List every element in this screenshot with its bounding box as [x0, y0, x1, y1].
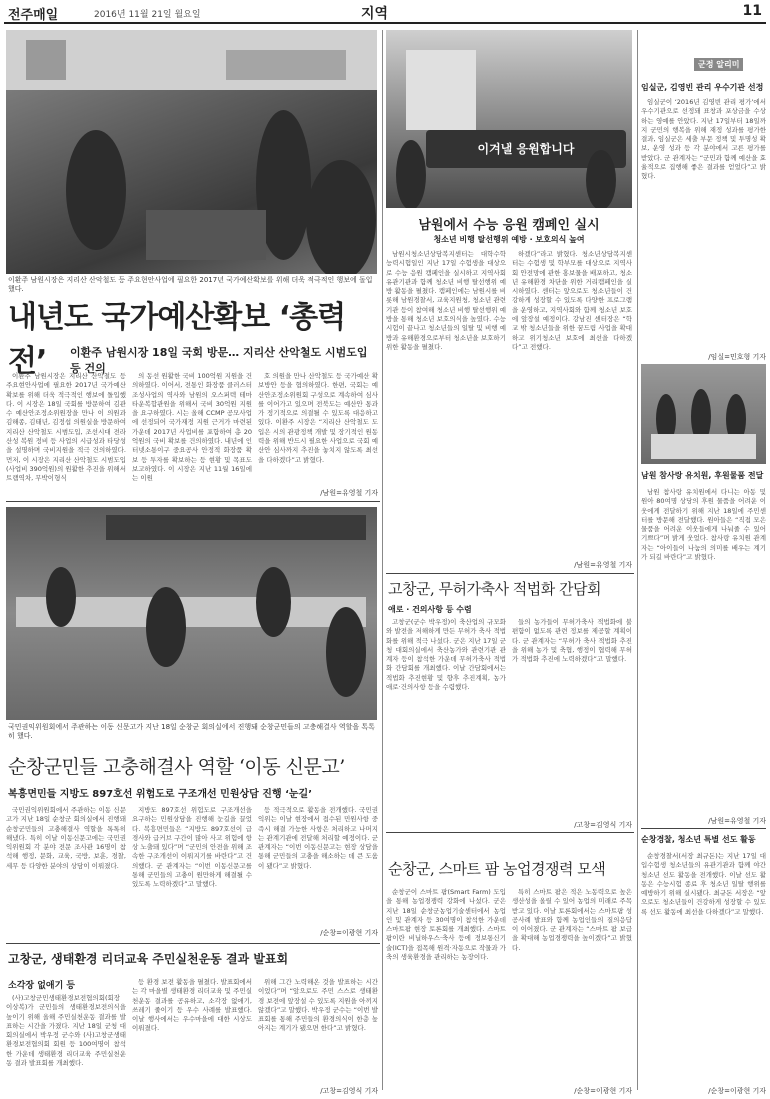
article4-headline: 고창군, 무허가축사 적법화 간담회 [388, 580, 601, 598]
article5-byline: /순창=이광현 기자 [574, 1087, 632, 1095]
sidebar-a2-body: 남원 참사랑 유치원에서 다니는 아동 및 원아 80여명 상당의 후원 물품을 어려운 이웃에게 전달하기 위해 지난 18일에 주민센터를 방문해 전달했다. 원아들은 “직접 모은 물품을 어려운 이웃들에게 나눠줄 수 있어 기쁘다”며 밝게 웃었다. 참사랑 유치원 관계자는 “아이들이 나눔의 의미를 배우는 계기가 되길 바란다”고 밝혔다. [641, 488, 766, 562]
article3-col3: 등 적극적으로 활동을 전개했다. 국민권익위는 이날 현장에서 접수된 민원사항 중 즉시 해결 가능한 사항은 처리하고 나머지는 관계기관에 전달해 처리할 예정이다. 군 관계자는 “이번 이동신문고는 현장 상담을 통해 군민들의 고충을 해소하는 데 큰 도움이 됐다”고 밝혔다. [258, 806, 378, 870]
sidebar-a3-byline: /순창=이광현 기자 [708, 1087, 766, 1095]
sidebar-a3-headline: 순창경찰, 청소년 특별 선도 활동 [641, 835, 756, 844]
article1-col1: 이환주 남원시장은 지리산 산악철도 등 주요현안사업에 필요한 2017년 국가예산확보를 위해 더욱 적극적인 행보에 돌입했다. 이 시장은 18일 국회를 방문하여 김관수 예산안조정소위원장을 만나 이 의원과 김해종, 김태년, 김정섭 의원실을 방문하여 지리산 산악철도 시범도입, 조선시대 전라산성 복원 정비 등 사업의 시급성과 타당성을 설명하며 국비지원을 적극 건의하였다. 먼저, 이 시장은 지리산 산악철도 시범도입(사업비 390억원)의 원활한 추진을 위해서 트램역차, 무박이형식 [6, 372, 126, 483]
article6-byline: /고창=김영식 기자 [320, 1087, 378, 1095]
article1-photo [6, 30, 377, 274]
article3-col2: 지방도 897호선 위험도로 구조개선을 요구하는 민원상담을 진행해 눈길을 끌었다. 복흥면민들은 “지방도 897호선이 급경사와 급커브 구간이 많아 사고 위험에 항상 노출돼 있다”며 “군민의 안전을 위해 조속한 구조개선이 이뤄지기를 바란다”고 건의했다. 군 관계자는 “이번 이동신문고를 통해 군민들의 고충이 원만하게 해결될 수 있도록 노력하겠다”고 말했다. [132, 806, 252, 889]
divider [6, 943, 380, 944]
article3-col1: 국민권익위원회에서 주관하는 이동 신문고가 지난 18일 순창군 회의실에서 진행돼 순창군민들의 고충해결사 역할을 톡톡히 해냈다. 특히 이날 이동신문고에는 국민권익위원회 각 분야 전문 조사관 16명이 참석해 행정, 문화, 교육, 국방, 보훈, 경찰, 세무 등 다양한 분야의 상담이 이뤄졌다. [6, 806, 126, 870]
article2-col1: 남원시청소년상담복지센터는 대학수학능력시험일인 지난 17일 수험생을 대상으로 수능 응원 캠페인을 실시하고 지역사회 유관기관과 함께 청소년 비행 탈선행위 예방 활동을 펼쳤다. 캠페인에는 남원시를 비롯해 남원경찰서, 교육지원청, 청소년 관련기관 등이 참여해 청소년 비행 탈선행위 예방을 통해 청소년 보호의식을 높였다. 수능시험이 끝나고 청소년들의 일탈 및 비행 예방과 유해환경으로부터 청소년을 보호하기 위한 활동을 펼쳤다. [386, 250, 506, 351]
sidebar-a3-body: 순창경찰서(서장 최규돈)는 지난 17일 대입수험생 청소년들의 유관기관과 함께 야간 청소년 선도 활동을 전개했다. 이날 선도 활동은 수능시험 종료 후 청소년 일탈 행위를 예방하기 위해 실시됐다. 최규돈 서장은 “앞으로도 청소년들이 건강하게 성장할 수 있도록 선도 활동에 최선을 다하겠다”고 말했다. [641, 852, 766, 916]
article2-col2: 하겠다”라고 밝혔다. 청소년상담복지센터는 수험생 및 학부모를 대상으로 지역사회 안전망에 관한 홍보물을 배포하고, 청소년 유해환경 차단을 위한 거리캠페인을 실시하였다. 센터는 앞으로도 청소년들이 건강하게 성장할 수 있도록 다양한 프로그램을 운영하고, 지역사회와 함께 청소년 보호에 앞장설 예정이다. 강남진 센터장은 “학교 밖 청소년들을 위한 꿈드림 사업을 확대하고 위기청소년 보호에 최선을 다하겠다”고 전했다. [512, 250, 632, 351]
divider [386, 832, 634, 833]
sidebar-photo [641, 364, 766, 464]
article5-col1: 순창군이 스마트 팜(Smart Farm) 도입을 통해 농업경쟁력 강화에 나섰다. 군은 지난 18일 순창군농업기술센터에서 농업인 및 관계자 등 30여명이 참석한 가운데 스마트팜 현장 토론회를 개최했다. 스마트팜이란 비닐하우스·축사 등에 정보통신기술(ICT)을 접목해 원격·자동으로 작물과 가축의 생육환경을 관리하는 농장이다. [386, 888, 506, 962]
article6-col1: (사)고창군민생태환경보전협의회(회장 이상복)가 군민들의 생태환경보전의식을 높이기 위해 올해 주민실천운동 결과를 발표하는 시간을 가졌다. 지난 18일 군청 대회의실에서 박우정 군수와 (사)고창군생태환경보전협의회 회원 등 100여명이 참석한 가운데 생태환경 리더교육 주민실천운동 결과 발표회를 개최했다. [6, 994, 126, 1068]
section-title: 지역 [361, 6, 389, 22]
article3-headline: 순창군민들 고충해결사 역할 ‘이동 신문고’ [8, 756, 345, 778]
article1-col3: 호 의원을 만나 산악철도 등 국가예산 확보방안 등을 협의하였다. 한편, 국회는 예산안조정소위원회 구성으로 계속하여 심사를 이어가고 있으며 전북도는 예산안 통과가 정기적으로 의결될 수 있도록 대응하고 있다. 이환주 시장은 “지리산 산악철도 도입은 시의 관광정책 개발 및 장기적인 원동력을 위해 반드시 필요한 사업으로 국회 예산안 심사까지 추진을 놓치지 않도록 최선을 다하겠다”고 밝혔다. [258, 372, 378, 464]
article1-headline: 내년도 국가예산확보 ‘총력전’ [8, 300, 346, 379]
article4-subhead: 애로 · 건의사항 등 수렴 [388, 605, 472, 614]
divider [6, 501, 380, 502]
column-divider [637, 30, 638, 1090]
article1-subhead: 이환주 남원시장 18일 국회 방문… 지리산 산악철도 시범도입 등 건의 [70, 346, 368, 375]
issue-date: 2016년 11월 21일 월요일 [94, 10, 201, 20]
article3-subhead: 복흥면민들 지방도 897호선 위험도로 구조개선 민원상담 진행 ‘눈길’ [8, 789, 313, 800]
divider [641, 828, 766, 829]
page-header [4, 2, 766, 24]
campaign-banner-text: 이겨낼 응원합니다 [477, 142, 575, 156]
article2-photo [386, 30, 632, 208]
article6-col2: 등 환경 보전 활동을 펼쳤다. 발표회에서는 각 마을별 생태환경 리더교육 및 주민실천운동 결과를 공유하고, 소각장 없애기, 쓰레기 줄이기 등 우수 사례를 발표했다. 이날 행사에서는 우수마을에 대한 시상도 이뤄졌다. [132, 978, 252, 1033]
column-divider [382, 30, 383, 1090]
article4-byline: /고창=김영식 기자 [574, 821, 632, 829]
article2-headline: 남원에서 수능 응원 캠페인 실시 [418, 218, 600, 233]
article4-col2: 들의 농가들이 무허가축사 적법화에 불편함이 없도록 관련 정보를 제공할 계획이다. 군 관계자는 “무허가 축사 적법화 추진을 위해 농가 및 축협, 행정이 협력해 무허가 적법화 추진에 노력하겠다”고 말했다. [512, 618, 632, 664]
newspaper-name: 전주매일 [8, 8, 59, 23]
article4-col1: 고창군(군수 박우정)이 축산업의 규모화와 발전을 저해하게 만든 무허가 축사 적법화를 위해 적극 나섰다. 군은 지난 17일 군청 대회의실에서 축산농가와 관련기관 관계자 등이 참석한 가운데 무허가축사 적법화 간담회를 개최했다. 이날 간담회에서는 적법화 추진현황 및 향후 추진계획, 농가 애로·건의사항 등을 수렴했다. [386, 618, 506, 692]
article1-byline: /남원=유영철 기자 [320, 489, 378, 497]
article5-headline: 순창군, 스마트 팜 농업경쟁력 모색 [388, 860, 606, 878]
sidebar-a1-headline: 임실군, 김영빈 관리 우수기관 선정 [641, 83, 764, 92]
article1-caption: 이환주 남원시장은 지리산 산악철도 등 주요현안사업에 필요한 2017년 국가예산확보를 위해 더욱 적극적인 행보에 돌입했다. [8, 276, 373, 293]
sidebar-a2-byline: /남원=유영철 기자 [708, 817, 766, 825]
divider [386, 573, 634, 574]
article1-col2: 의 동선 원활한 국비 100억원 지원을 건의하였다. 이어서, 전통인 화장품 클러스터조성사업의 역사와 남원의 오스퍼텍 테마타운복합관원을 위해서 국비 30억원 지원을 요구하였다. 시는 올해 CCMP 공모사업에 선정되어 국가재정 지원 근거가 마련된 가운데 2017년 사업비를 포함하여 총 20억원의 국비 확보를 건의하였다. 내년에 인터넷소통이구 중요공사 안정적 화장품 확보 등 투자를 확보하는 등 현황 및 목표도 보고하였다. 이 시장은 지난 11월 16일에는 이원 [132, 372, 252, 483]
article3-byline: /순창=이광현 기자 [320, 929, 378, 937]
sidebar-a1-body: 임실군이 ‘2016년 김영빈 관리 평가’에서 우수기관으로 선정돼 표창과 포상금을 수상하는 영예를 안았다. 지난 17일부터 18일까지 군민의 행복을 위해 재정 성과를 평가한 결과, 임실군은 세출 부문 정책 및 투명성 확보, 운영 성과 등 각 분야에서 고른 평가를 받았다. 군 관계자는 “군민과 함께 예산을 효율적으로 집행해 좋은 결과를 얻었다”고 밝혔다. [641, 98, 766, 181]
article3-caption: 국민권익위원회에서 주관하는 이동 신문고가 지난 18일 순창군 회의실에서 진행돼 순창군민들의 고충해결사 역할을 톡톡히 했다. [8, 723, 375, 740]
sidebar-a1-byline: /임실=민호형 기자 [708, 353, 766, 361]
sidebar-a2-headline: 남원 참사랑 유치원, 후원물품 전달 [641, 471, 764, 480]
sidebar-logo: 군정 알리미 [694, 58, 743, 71]
article6-subhead: 소각장 없애기 등 [8, 981, 76, 991]
article6-col3: 위해 그간 노력해온 것을 발표하는 시간이었다”며 “앞으로도 주민 스스로 생태환경 보전에 앞장설 수 있도록 지원을 아끼지 않겠다”고 말했다. 박우정 군수는 “이번 발표회를 통해 주민들의 환경의식이 한층 높아지는 계기가 됐으면 한다”고 밝혔다. [258, 978, 378, 1033]
article3-photo [6, 507, 377, 720]
page-number: 11 [742, 3, 762, 19]
article6-headline: 고창군, 생태환경 리더교육 주민실천운동 결과 발표회 [8, 952, 289, 966]
article5-col2: 특히 스마트 팜은 적은 노동력으로 높은 생산성을 올릴 수 있어 농업의 미래로 주목받고 있다. 이날 토론회에서는 스마트팜 성공사례 발표와 함께 농업인들의 질의응답이 이어졌다. 군 관계자는 “스마트 팜 보급을 확대해 농업경쟁력을 높이겠다”고 밝혔다. [512, 888, 632, 952]
article2-subhead: 청소년 비행 탈선행위 예방 · 보호의식 높여 [433, 235, 585, 244]
article2-byline: /남원=유영철 기자 [574, 561, 632, 569]
